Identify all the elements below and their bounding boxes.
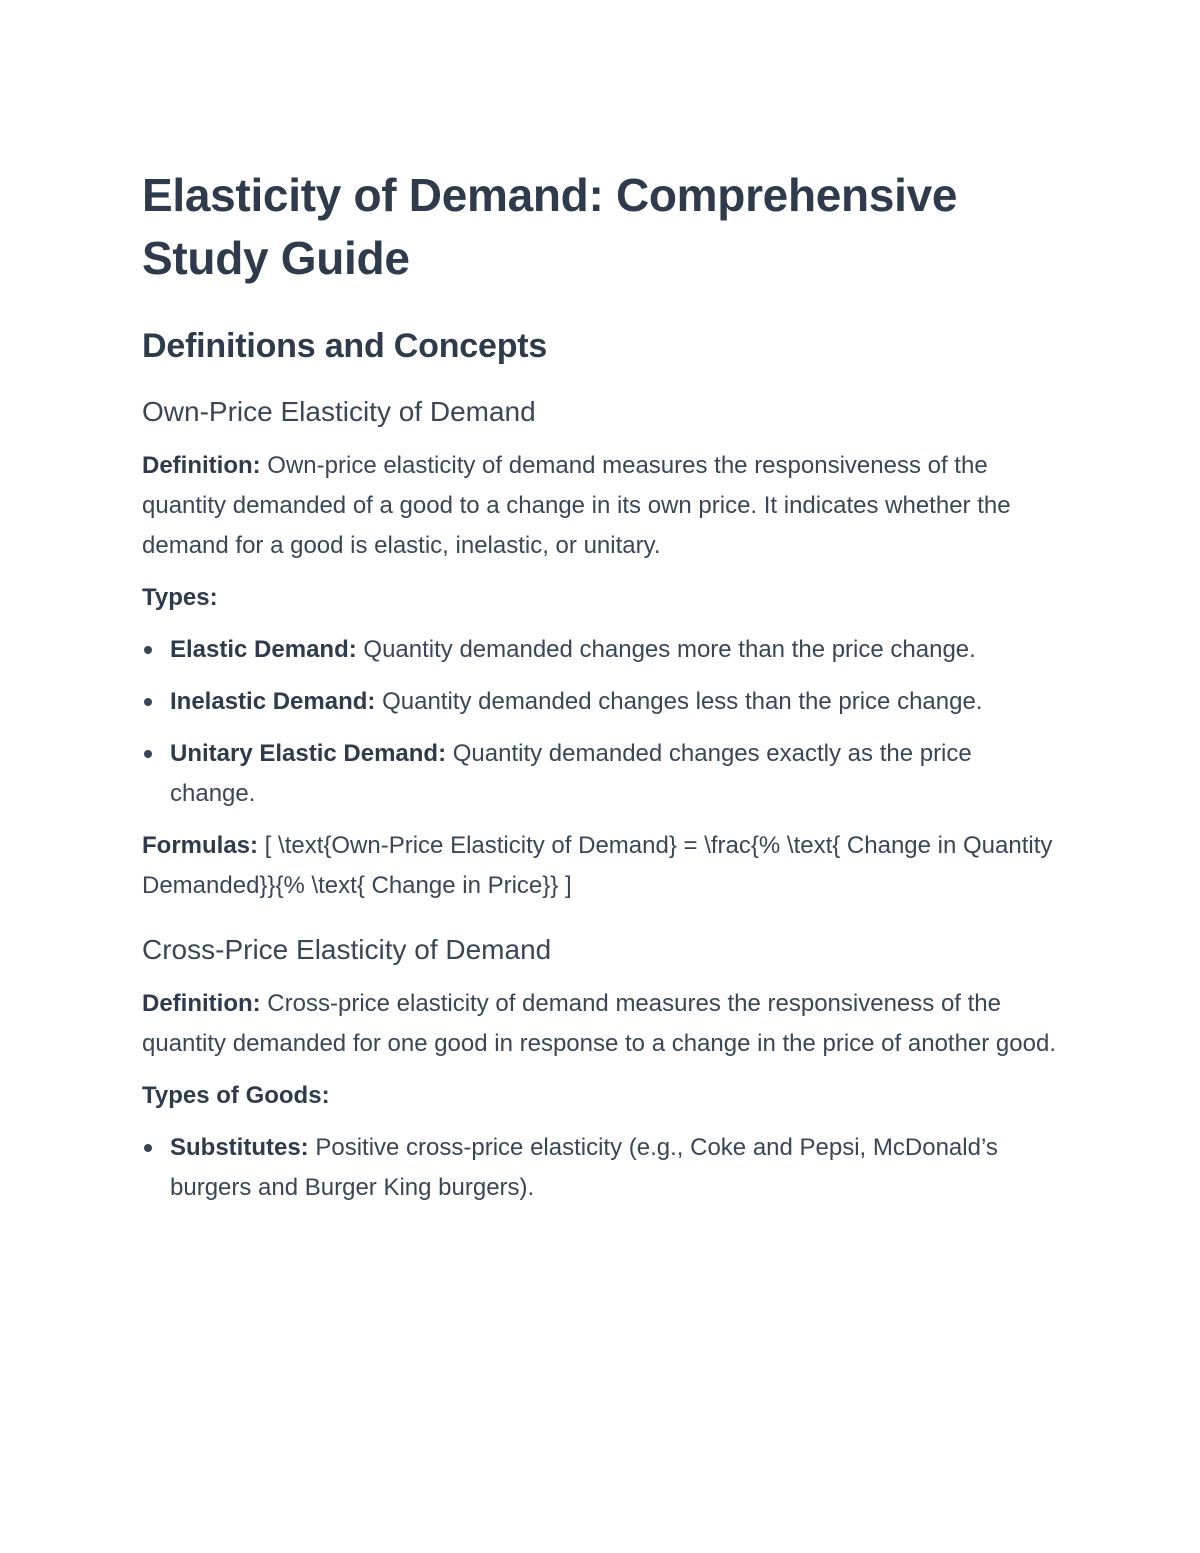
list-item	[142, 1128, 1062, 1208]
list-item-text: Quantity demanded changes exactly as the price change.	[170, 740, 972, 807]
cross-price-types-list	[142, 1128, 1062, 1208]
section-heading-definitions: Definitions and Concepts	[142, 327, 548, 365]
formulas-text: [ \text{Own-Price Elasticity of Demand} = \frac{% \text{ Change in Quantity Demanded}}{% \text{ Change in Price}} ]	[142, 832, 1053, 899]
subsection-heading-cross-price: Cross-Price Elasticity of Demand	[142, 934, 552, 965]
types-label: Types:	[142, 584, 218, 611]
own-price-definition	[142, 446, 1062, 566]
definition-text: Own-price elasticity of demand measures the responsiveness of the quantity demanded of a good to a change in its own price. It indicates whether the demand for a good is elastic, inelastic, or unitary.	[142, 452, 1011, 559]
own-price-formulas	[142, 826, 1062, 906]
document-page	[142, 164, 1062, 1220]
list-item-text: Quantity demanded changes more than the price change.	[356, 636, 976, 663]
subsection-heading-own-price: Own-Price Elasticity of Demand	[142, 396, 536, 427]
list-item-label: Unitary Elastic Demand:	[170, 740, 447, 767]
document-title: Elasticity of Demand: Comprehensive Study Guide	[142, 169, 958, 284]
list-item-text: Positive cross-price elasticity (e.g., Coke and Pepsi, McDonald’s burgers and Burger King burgers).	[170, 1134, 998, 1201]
types-label: Types of Goods:	[142, 1082, 330, 1109]
list-item	[142, 630, 1062, 670]
definition-text: Cross-price elasticity of demand measures the responsiveness of the quantity demanded for one good in response to a change in the price of another good.	[142, 990, 1056, 1057]
definition-label: Definition:	[142, 452, 261, 479]
list-item	[142, 682, 1062, 722]
own-price-types-label	[142, 578, 1062, 618]
list-item	[142, 734, 1062, 814]
definition-label: Definition:	[142, 990, 261, 1017]
bullet-icon	[144, 1144, 152, 1152]
formulas-label: Formulas:	[142, 832, 259, 859]
list-item-text: Quantity demanded changes less than the price change.	[375, 688, 983, 715]
cross-price-definition	[142, 984, 1062, 1064]
bullet-icon	[144, 646, 152, 654]
bullet-icon	[144, 750, 152, 758]
bullet-icon	[144, 698, 152, 706]
list-item-label: Inelastic Demand:	[170, 688, 376, 715]
list-item-label: Elastic Demand:	[170, 636, 357, 663]
cross-price-types-label	[142, 1076, 1062, 1116]
list-item-label: Substitutes:	[170, 1134, 309, 1161]
own-price-types-list	[142, 630, 1062, 814]
